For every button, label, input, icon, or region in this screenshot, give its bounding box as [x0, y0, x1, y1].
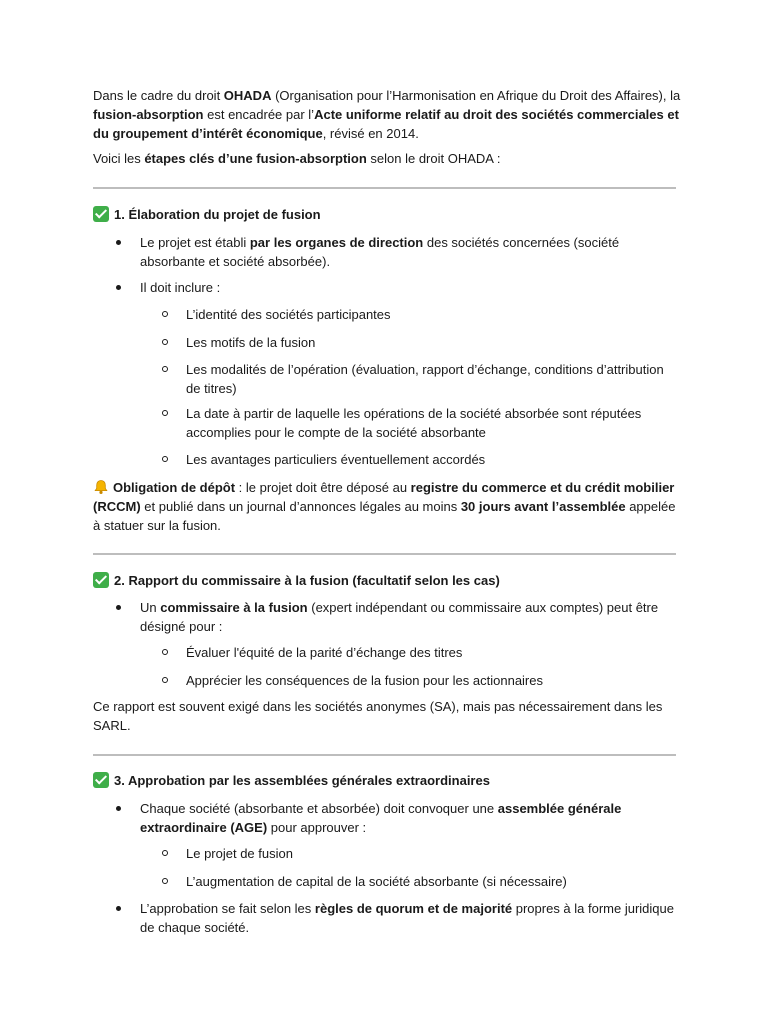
- report-paragraph: Ce rapport est souvent exigé dans les sociétés anonymes (SA), mais pas nécessairement dans les SARL.: [93, 699, 663, 733]
- text-run: : le projet doit être déposé au: [235, 480, 411, 495]
- bullet-circle: [162, 850, 168, 856]
- bold-text: Obligation de dépôt: [113, 480, 236, 495]
- text-run: est encadrée par l’: [203, 107, 315, 122]
- text-run: (expert indépendant ou commissaire aux comptes) peut être désigné pour :: [140, 600, 659, 634]
- bullet-circle: [162, 410, 168, 416]
- text-run: des sociétés concernées (société absorbante et société absorbée).: [140, 235, 620, 269]
- bullet-circle: [162, 311, 168, 317]
- bold-text: étapes clés d’une fusion-absorption: [144, 151, 367, 166]
- section-divider: [93, 754, 676, 756]
- bold-text: commissaire à la fusion: [160, 600, 308, 615]
- list-item-text: [140, 899, 676, 937]
- text-run: , révisé en 2014.: [322, 126, 419, 141]
- intro-steps-line: [93, 149, 683, 168]
- bold-text: règles de quorum et de majorité: [314, 901, 513, 916]
- list-item-text: Il doit inclure :: [140, 280, 221, 295]
- bullet-circle: [162, 677, 168, 683]
- check-icon: [93, 572, 109, 588]
- section-divider: [93, 553, 676, 555]
- text-run: Chaque société (absorbante et absorbée) doit convoquer une: [140, 801, 498, 816]
- text-run: et publié dans un journal d’annonces légales au moins: [140, 499, 461, 514]
- deposit-note: [93, 478, 683, 535]
- bold-text: fusion-absorption: [93, 107, 204, 122]
- text-run: Un: [140, 600, 161, 615]
- bullet-circle: [162, 456, 168, 462]
- section-1-heading: 1. Élaboration du projet de fusion: [93, 205, 683, 224]
- bold-text: par les organes de direction: [249, 235, 424, 250]
- bell-icon: [93, 479, 109, 495]
- bullet-dot: [116, 906, 121, 911]
- list-item-text: [140, 598, 676, 636]
- text-run: Le projet est établi: [140, 235, 250, 250]
- deposit-note-text: [93, 480, 675, 533]
- section-2-heading: 2. Rapport du commissaire à la fusion (facultatif selon les cas): [93, 571, 683, 590]
- text-run: selon le droit OHADA :: [366, 151, 501, 166]
- bullet-circle: [162, 878, 168, 884]
- bold-text: OHADA: [223, 88, 272, 103]
- check-icon: [93, 206, 109, 222]
- bullet-dot: [116, 605, 121, 610]
- text-run: appelée à statuer sur la fusion.: [93, 499, 676, 533]
- bold-text: Acte uniforme relatif au droit des sociétés commerciales et du groupement d’intérêt économique: [93, 107, 679, 141]
- text-run: Dans le cadre du droit: [93, 88, 224, 103]
- section-divider: [93, 187, 676, 189]
- text-run: pour approuver :: [267, 820, 367, 835]
- bold-text: 30 jours avant l’assemblée: [460, 499, 626, 514]
- bold-text: assemblée générale extraordinaire (AGE): [140, 801, 622, 835]
- text-run: L’approbation se fait selon les: [140, 901, 315, 916]
- bullet-dot: [116, 240, 121, 245]
- bullet-circle: [162, 339, 168, 345]
- text-run: propres à la forme juridique de chaque société.: [140, 901, 674, 935]
- list-item-text: [140, 233, 676, 271]
- text-run: (Organisation pour l’Harmonisation en Afrique du Droit des Affaires), la: [271, 88, 681, 103]
- document-page: Dans le cadre du droit OHADA (Organisation pour l’Harmonisation en Afrique du Droit des Affaires), la fusion-absorption est encadrée par l’Acte uniforme relatif au droit des sociétés commerciales et du groupement d’intérêt économique, révisé en 2014. Voici les étapes clés d’une fusion-absorption selon le droit OHADA : 1. Élaboration du projet de fusion Le projet est établi par les organes de direction des sociétés concernées (société absorbante et société absorbée). Il doit inclure : L’identité des sociétés participantes Les motifs de la fusion Les modalités de l’opération (évaluation, rapport d’échange, conditions d’attribution de titres) La date à partir de laquelle les opérations de la société absorbée sont réputées accomplies pour le compte de la société absorbante Les avantages particuliers éventuellement accordés Obligation de dépôt : le projet doit être déposé au registre du commerce et du crédit mobilier (RCCM) et publié dans un journal d’annonces légales au moins 30 jours avant l’assemblée appelée à statuer sur la fusion. 2. Rapport du commissaire à la fusion (facultatif selon les cas) Un commissaire à la fusion (expert indépendant ou commissaire aux comptes) peut être désigné pour : Évaluer l'équité de la parité d’échange des titres Apprécier les conséquences de la fusion pour les actionnaires Ce rapport est souvent exigé dans les sociétés anonymes (SA), mais pas nécessairement dans les SARL. 3. Approbation par les assemblées générales extraordinaires Chaque société (absorbante et absorbée) doit convoquer une assemblée générale extraordinaire (AGE) pour approuver : Le projet de fusion L’augmentation de capital de la société absorbante (si nécessaire) L’approbation se fait selon les règles de quorum et de majorité propres à la forme juridique de chaque société.: [0, 0, 768, 1024]
- bullet-dot: [116, 806, 121, 811]
- text-run: Voici les: [93, 151, 145, 166]
- bullet-circle: [162, 649, 168, 655]
- check-icon: [93, 772, 109, 788]
- intro-paragraph: [93, 86, 683, 143]
- list-item-text: [140, 799, 676, 837]
- bullet-circle: [162, 366, 168, 372]
- section-3-heading: 3. Approbation par les assemblées générales extraordinaires: [93, 771, 683, 790]
- bullet-dot: [116, 285, 121, 290]
- bold-text: registre du commerce et du crédit mobilier (RCCM): [93, 480, 675, 514]
